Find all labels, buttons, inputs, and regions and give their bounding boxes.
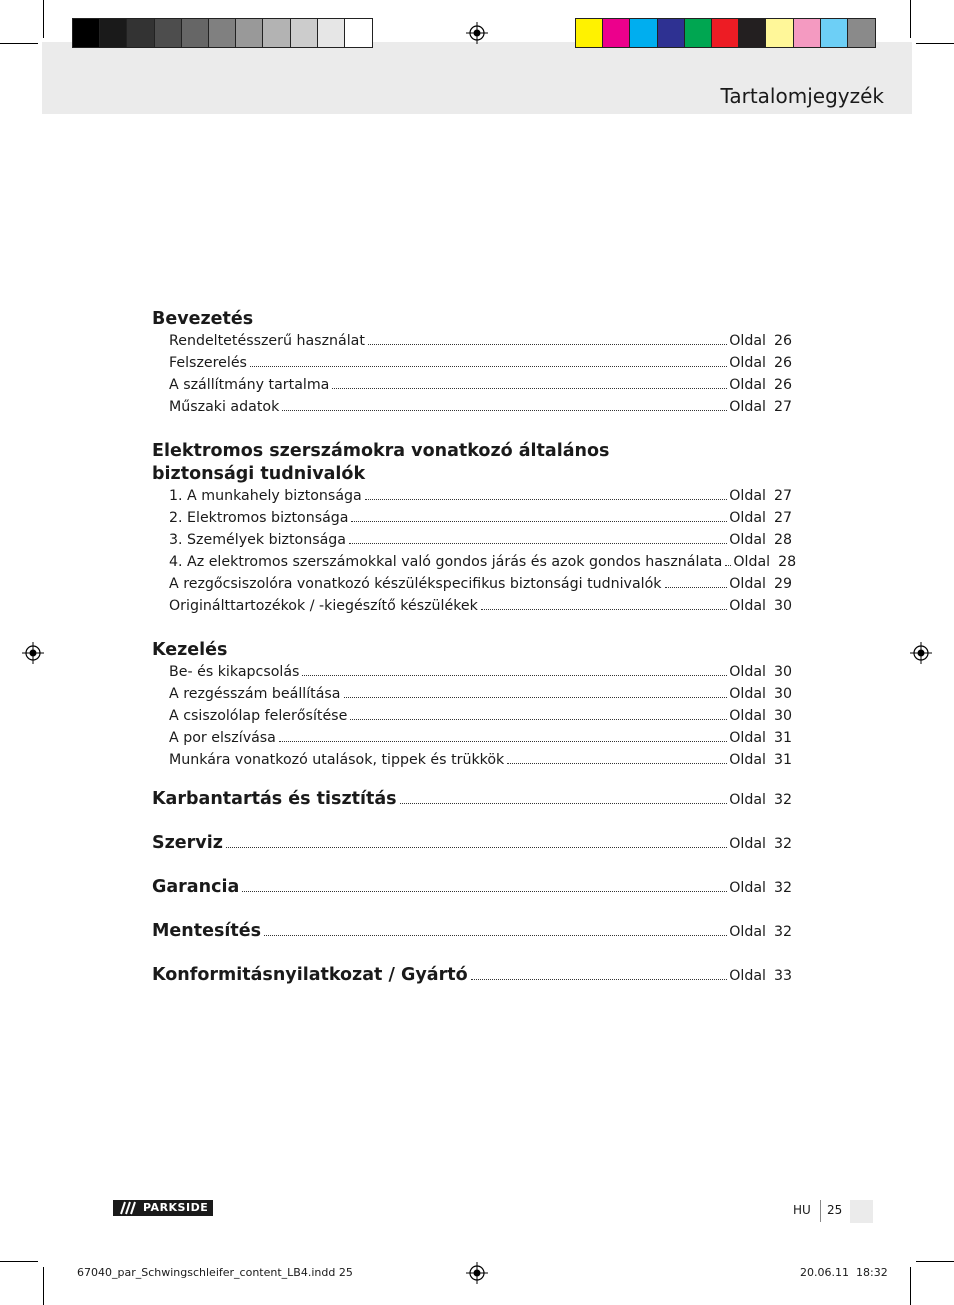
oldal-label: Oldal — [729, 576, 766, 592]
page-number: 26 — [773, 333, 792, 349]
gray-swatch — [263, 19, 290, 47]
toc-entry — [152, 488, 792, 510]
print-time: 18:32 — [856, 1266, 888, 1279]
page-number: 29 — [773, 576, 792, 592]
toc-entry-label: A csiszolólap felerősítése — [169, 708, 348, 724]
section-title: Szerviz — [152, 833, 223, 853]
oldal-label: Oldal — [729, 399, 766, 415]
crop-mark — [43, 0, 44, 38]
page-number: 32 — [773, 880, 792, 896]
dot-leader — [471, 979, 728, 980]
oldal-label: Oldal — [729, 664, 766, 680]
dot-leader — [282, 410, 727, 411]
dot-leader — [368, 344, 727, 345]
toc-entry-label: A por elszívása — [169, 730, 276, 746]
oldal-label: Oldal — [729, 752, 766, 768]
gray-swatch-strip — [72, 18, 373, 48]
toc-entry — [152, 532, 792, 554]
crop-mark — [910, 1267, 911, 1305]
color-swatch-strip — [575, 18, 876, 48]
oldal-label: Oldal — [729, 836, 766, 852]
color-swatch — [685, 19, 712, 47]
oldal-label: Oldal — [729, 598, 766, 614]
logo-stripes-icon — [117, 1200, 139, 1221]
oldal-label: Oldal — [729, 880, 766, 896]
file-name: 67040_par_Schwingschleifer_content_LB4.indd 25 — [77, 1266, 353, 1279]
toc-entry-label: A rezgésszám beállítása — [169, 686, 341, 702]
toc-section-kezeles — [152, 639, 792, 774]
dot-leader — [332, 388, 727, 389]
oldal-label: Oldal — [729, 355, 766, 371]
page-number: 30 — [773, 664, 792, 680]
toc-entry-page — [729, 752, 792, 768]
toc-entry-label: A szállítmány tartalma — [169, 377, 330, 393]
page-number: 32 — [773, 792, 792, 808]
registration-mark-icon — [466, 1262, 488, 1284]
oldal-label: Oldal — [729, 488, 766, 504]
crop-mark — [910, 0, 911, 38]
oldal-label: Oldal — [729, 708, 766, 724]
gray-swatch — [182, 19, 209, 47]
gray-swatch — [127, 19, 154, 47]
dot-leader — [725, 565, 731, 566]
language-code: HU — [793, 1203, 811, 1217]
toc-entry-label: A rezgőcsiszolóra vonatkozó készülékspecifikus biztonsági tudnivalók — [169, 576, 662, 592]
page-number: 25 — [827, 1203, 843, 1217]
dot-leader — [350, 719, 727, 720]
toc-entry-label: 2. Elektromos biztonsága — [169, 510, 349, 526]
toc-entry-page — [733, 554, 796, 570]
crop-mark — [43, 1267, 44, 1305]
dot-leader — [351, 521, 727, 522]
dot-leader — [665, 587, 728, 588]
gray-swatch — [291, 19, 318, 47]
oldal-label: Oldal — [729, 730, 766, 746]
toc-entry-label: Rendeltetésszerű használat — [169, 333, 365, 349]
oldal-label: Oldal — [729, 924, 766, 940]
toc-entry — [152, 377, 792, 399]
toc-entry-label: Műszaki adatok — [169, 399, 280, 415]
toc-major-entry — [152, 832, 792, 876]
toc-entry-label: 4. Az elektromos szerszámokkal való gondos járás és azok gondos használata — [169, 554, 723, 570]
page-number: 32 — [773, 836, 792, 852]
dot-leader — [349, 543, 727, 544]
dot-leader — [365, 499, 728, 500]
color-swatch — [630, 19, 657, 47]
toc-entry-tail — [223, 836, 792, 852]
oldal-label: Oldal — [733, 554, 771, 570]
toc-section-biztonsag — [152, 440, 797, 620]
toc-entry-page — [729, 488, 792, 504]
toc-section-bevezetes — [152, 308, 792, 421]
toc-entry-page — [729, 532, 792, 548]
gray-swatch — [318, 19, 345, 47]
section-title: Mentesítés — [152, 921, 262, 941]
section-title-line-1: Elektromos szerszámokra vonatkozó általános — [152, 441, 610, 461]
toc-entry-label: 1. A munkahely biztonsága — [169, 488, 362, 504]
toc-entry — [152, 510, 792, 532]
toc-entry-page — [729, 598, 792, 614]
page-number: 26 — [773, 377, 792, 393]
color-swatch — [576, 19, 603, 47]
dot-leader — [344, 697, 728, 698]
dot-leader — [400, 803, 728, 804]
toc-entry — [152, 664, 792, 686]
page-number: 27 — [773, 488, 792, 504]
page-number: 28 — [773, 532, 792, 548]
section-title: Konformitásnyilatkozat / Gyártó — [152, 965, 468, 985]
page-number: 28 — [778, 554, 797, 570]
toc-entry-page — [729, 730, 792, 746]
toc-entry-label: Munkára vonatkozó utalások, tippek és trükkök — [169, 752, 505, 768]
toc-entry-page — [729, 399, 792, 415]
toc-entry — [152, 708, 792, 730]
print-date: 20.06.11 — [800, 1266, 849, 1279]
crop-mark — [916, 43, 954, 44]
toc-entry — [152, 355, 792, 377]
registration-mark-icon — [910, 642, 932, 664]
toc-entry — [152, 598, 792, 620]
toc-entry-page — [729, 377, 792, 393]
toc-major-entry — [152, 964, 792, 1008]
oldal-label: Oldal — [729, 532, 766, 548]
parkside-logo — [113, 1200, 213, 1216]
dot-leader — [250, 366, 727, 367]
crop-mark — [916, 1261, 954, 1262]
page-number: 31 — [773, 730, 792, 746]
toc-entry-tail — [261, 924, 792, 940]
toc-entry-page — [729, 792, 792, 808]
gray-swatch — [209, 19, 236, 47]
toc-entry-page — [729, 968, 792, 984]
page-number: 27 — [773, 399, 792, 415]
registration-mark-icon — [466, 22, 488, 44]
toc-entry — [152, 399, 792, 421]
dot-leader — [279, 741, 727, 742]
toc-entry — [152, 333, 792, 355]
dot-leader — [264, 935, 727, 936]
page-number: 30 — [773, 686, 792, 702]
toc-entry-page — [729, 664, 792, 680]
page-number: 31 — [773, 752, 792, 768]
oldal-label: Oldal — [729, 377, 766, 393]
color-swatch — [739, 19, 766, 47]
crop-mark — [0, 43, 38, 44]
toc-entry-tail — [468, 968, 792, 984]
crop-mark — [0, 1261, 38, 1262]
footer-tab-box — [850, 1200, 873, 1223]
section-title: Karbantartás és tisztítás — [152, 789, 397, 809]
section-title: Bevezetés — [152, 309, 254, 329]
oldal-label: Oldal — [729, 333, 766, 349]
gray-swatch — [73, 19, 100, 47]
toc-major-entry — [152, 788, 792, 832]
page-title: Tartalomjegyzék — [720, 84, 884, 108]
page-number: 33 — [773, 968, 792, 984]
section-title-line-2: biztonsági tudnivalók — [152, 464, 366, 484]
toc-entry-page — [729, 510, 792, 526]
toc-entry-page — [729, 355, 792, 371]
color-swatch — [848, 19, 875, 47]
color-swatch — [794, 19, 821, 47]
color-swatch — [603, 19, 630, 47]
toc-major-entries — [152, 788, 792, 1008]
color-swatch — [766, 19, 793, 47]
toc-entry-label: Originálttartozékok / -kiegészítő készülékek — [169, 598, 478, 614]
toc-major-entry — [152, 876, 792, 920]
toc-entry-page — [729, 576, 792, 592]
toc-entry-page — [729, 836, 792, 852]
registration-mark-icon — [22, 642, 44, 664]
toc-entry-tail — [397, 792, 792, 808]
toc-major-entry — [152, 920, 792, 964]
dot-leader — [302, 675, 727, 676]
toc-entry-page — [729, 924, 792, 940]
section-title: Kezelés — [152, 640, 228, 660]
color-swatch — [712, 19, 739, 47]
toc-entry — [152, 752, 792, 774]
toc-entry-page — [729, 686, 792, 702]
toc-entry-label: Be- és kikapcsolás — [169, 664, 300, 680]
page-number: 30 — [773, 708, 792, 724]
toc-entry — [152, 576, 792, 598]
footer-divider — [820, 1200, 821, 1222]
toc-entry — [152, 554, 797, 576]
oldal-label: Oldal — [729, 792, 766, 808]
toc-entry — [152, 730, 792, 752]
toc-entry-page — [729, 708, 792, 724]
oldal-label: Oldal — [729, 510, 766, 526]
color-swatch — [658, 19, 685, 47]
dot-leader — [507, 763, 727, 764]
gray-swatch — [100, 19, 127, 47]
toc-entry-label: Felszerelés — [169, 355, 247, 371]
toc-entry-page — [729, 880, 792, 896]
page-number: 26 — [773, 355, 792, 371]
toc-entry — [152, 686, 792, 708]
color-swatch — [821, 19, 848, 47]
toc-entry-tail — [239, 880, 792, 896]
page-number: 32 — [773, 924, 792, 940]
table-of-contents — [152, 308, 797, 1008]
dot-leader — [481, 609, 727, 610]
dot-leader — [226, 847, 727, 848]
page-number: 30 — [773, 598, 792, 614]
gray-swatch — [155, 19, 182, 47]
gray-swatch — [345, 19, 372, 47]
section-title: Garancia — [152, 877, 240, 897]
oldal-label: Oldal — [729, 686, 766, 702]
toc-entry-label: 3. Személyek biztonsága — [169, 532, 346, 548]
dot-leader — [242, 891, 727, 892]
logo-text: PARKSIDE — [143, 1201, 209, 1214]
oldal-label: Oldal — [729, 968, 766, 984]
page-number: 27 — [773, 510, 792, 526]
toc-entry-page — [729, 333, 792, 349]
gray-swatch — [236, 19, 263, 47]
